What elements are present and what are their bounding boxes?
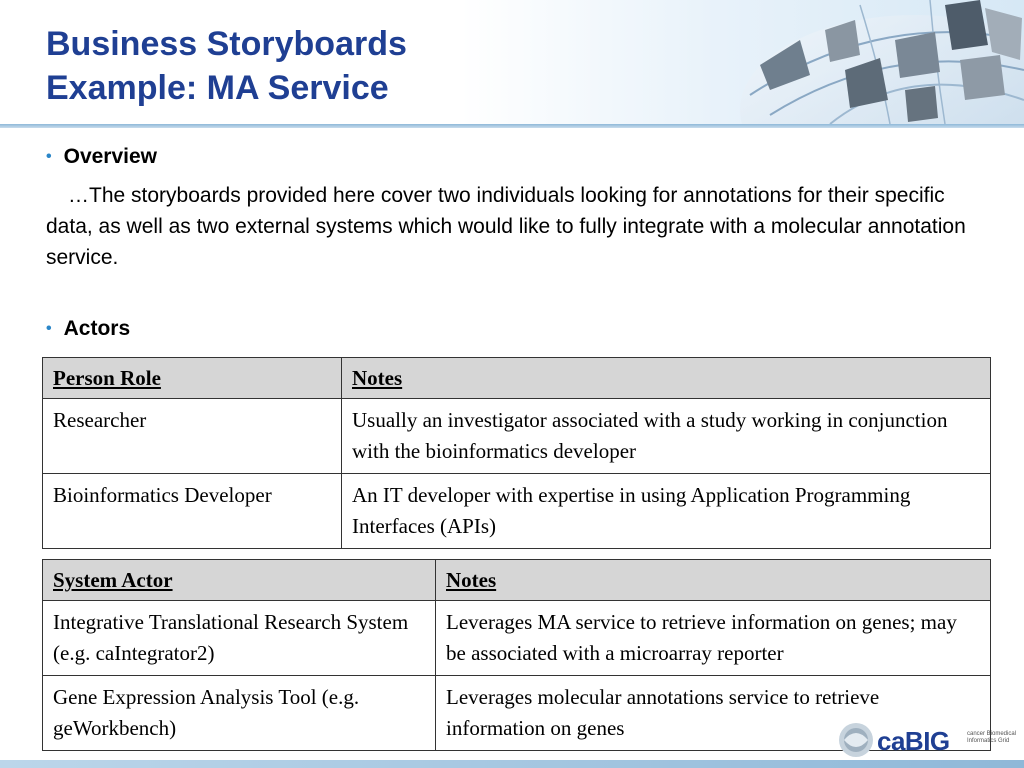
table-header-row [43, 358, 991, 399]
table-row [43, 601, 991, 676]
table-cell: Usually an investigator associated with a study working in conjunction with the bioinformatics developer [342, 399, 991, 474]
actors-bullet [46, 317, 130, 341]
table-cell: Leverages molecular annotations service to retrieve information on genes [436, 676, 991, 751]
actors-heading: Actors [63, 317, 131, 340]
slide-title [46, 22, 407, 110]
footer-bar [0, 760, 1024, 768]
logo-tagline: cancer Biomedical Informatics Grid [967, 731, 1017, 744]
table-cell: Gene Expression Analysis Tool (e.g. geWorkbench) [43, 676, 436, 751]
table-cell: Integrative Translational Research System (e.g. caIntegrator2) [43, 601, 436, 676]
overview-bullet [46, 145, 157, 169]
table-cell: Researcher [43, 399, 342, 474]
column-header: Person Role [43, 358, 342, 399]
column-header: System Actor [43, 560, 436, 601]
person-role-table [42, 357, 991, 549]
bullet-icon: • [46, 148, 52, 165]
table-row [43, 474, 991, 549]
table-cell: Leverages MA service to retrieve information on genes; may be associated with a microarray reporter [436, 601, 991, 676]
table-header-row [43, 560, 991, 601]
column-header: Notes [436, 560, 991, 601]
header-divider [0, 124, 1024, 128]
bullet-icon: • [46, 320, 52, 337]
table-cell: An IT developer with expertise in using Application Programming Interfaces (APIs) [342, 474, 991, 549]
table-cell: Bioinformatics Developer [43, 474, 342, 549]
column-header: Notes [342, 358, 991, 399]
overview-heading: Overview [63, 145, 158, 168]
logo-wordmark: caBIG [877, 726, 950, 756]
title-line-1: Business Storyboards [46, 25, 407, 63]
table-row [43, 399, 991, 474]
overview-paragraph: …The storyboards provided here cover two individuals looking for annotations for their specific data, as well as two external systems which would like to fully integrate with a molecular annotation service. [46, 184, 966, 269]
globe-graphic-icon [730, 0, 1024, 124]
title-line-2: Example: MA Service [46, 69, 389, 107]
